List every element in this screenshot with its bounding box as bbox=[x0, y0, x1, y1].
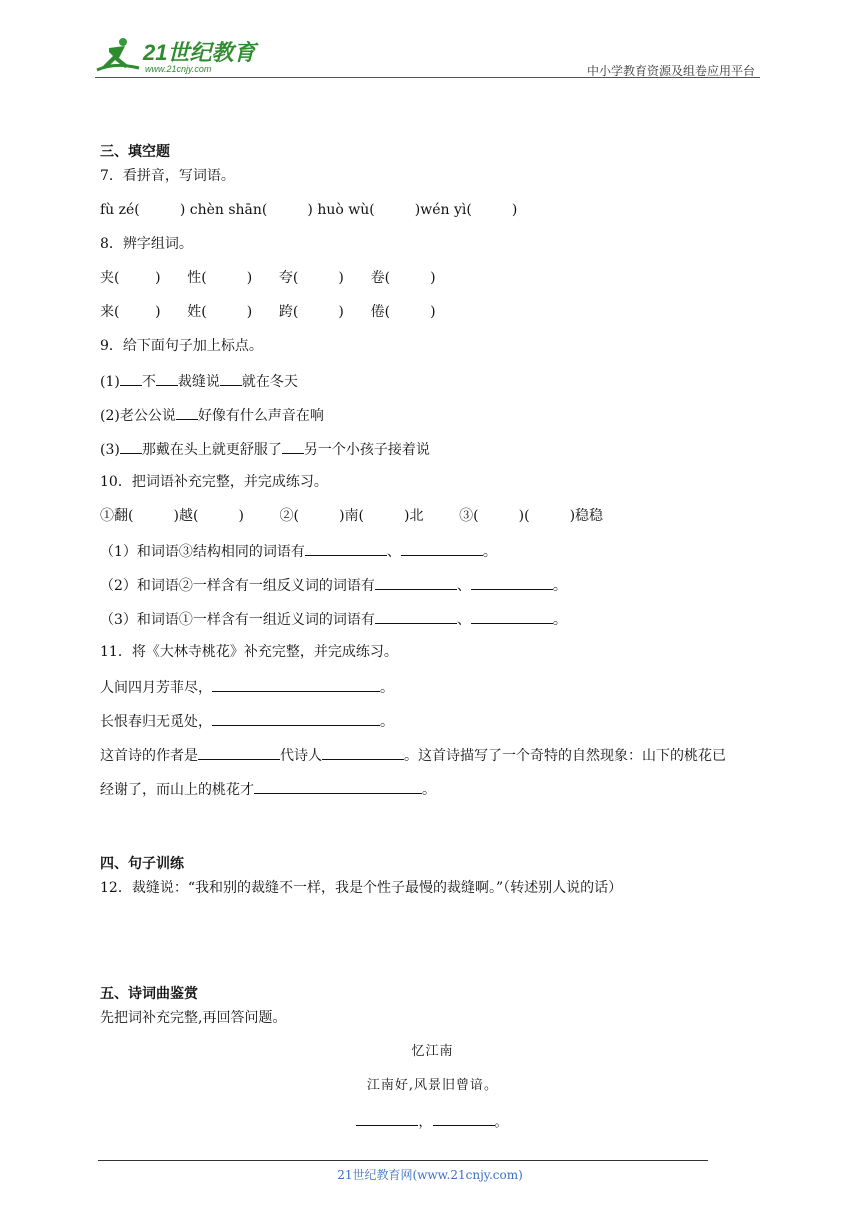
answer-blank[interactable] bbox=[220, 370, 242, 386]
answer-blank[interactable] bbox=[156, 370, 178, 386]
question-11-line-3: 这首诗的作者是 代诗人 。这首诗描写了一个奇特的自然现象：山下的桃花已 bbox=[100, 744, 765, 778]
question-9-item-3: (3) 那戴在头上就更舒服了 另一个小孩子接着说 bbox=[100, 438, 765, 472]
logo-21cnjy bbox=[95, 34, 265, 76]
footer-link[interactable]: 21世纪教育网(www.21cnjy.com) bbox=[337, 1168, 523, 1182]
page-header bbox=[95, 30, 760, 78]
answer-blank[interactable] bbox=[471, 574, 553, 590]
answer-blank[interactable] bbox=[254, 778, 422, 794]
logo-title: 21世纪教育 bbox=[143, 40, 256, 65]
exam-content bbox=[100, 142, 765, 1144]
answer-blank[interactable] bbox=[375, 574, 457, 590]
answer-blank[interactable] bbox=[433, 1110, 495, 1126]
question-7: 7．看拼音，写词语。 bbox=[100, 168, 235, 184]
answer-blank[interactable] bbox=[120, 370, 142, 386]
question-8: 8．辨字组词。 bbox=[100, 236, 193, 252]
runner-icon bbox=[97, 38, 139, 70]
poem-title: 忆江南 bbox=[411, 1044, 454, 1059]
question-10: 10．把词语补充完整，并完成练习。 bbox=[100, 474, 328, 490]
answer-blank[interactable] bbox=[176, 404, 198, 420]
question-8-row-2: 来( ) 姓( ) 跨( ) 倦( ) bbox=[100, 304, 436, 320]
answer-blank[interactable] bbox=[212, 676, 380, 692]
footer-divider bbox=[98, 1160, 708, 1161]
answer-blank[interactable] bbox=[401, 540, 483, 556]
question-9-item-1: (1) 不 裁缝说 就在冬天 bbox=[100, 370, 765, 404]
question-11-line-2: 长恨春归无觅处， 。 bbox=[100, 710, 765, 744]
section-5-intro: 先把词补充完整,再回答问题。 bbox=[100, 1010, 287, 1026]
question-12: 12．裁缝说：“我和别的裁缝不一样，我是个性子最慢的裁缝啊。”（转述别人说的话） bbox=[100, 880, 623, 896]
answer-blank[interactable] bbox=[375, 608, 457, 624]
answer-blank[interactable] bbox=[282, 438, 304, 454]
question-10-sub-1: （1）和词语③结构相同的词语有 、 。 bbox=[100, 540, 765, 574]
section-4-title: 四、句子训练 bbox=[100, 856, 184, 872]
answer-blank[interactable] bbox=[356, 1110, 418, 1126]
poem-line-2: ， 。 bbox=[100, 1110, 765, 1144]
logo-url: www.21cnjy.com bbox=[145, 64, 212, 74]
question-9-item-2: (2)老公公说 好像有什么声音在响 bbox=[100, 404, 765, 438]
section-5-title: 五、诗词曲鉴赏 bbox=[100, 986, 198, 1002]
poem-line-1: 江南好,风景旧曾谙。 bbox=[366, 1078, 499, 1093]
answer-blank[interactable] bbox=[198, 744, 280, 760]
answer-blank[interactable] bbox=[120, 438, 142, 454]
answer-blank[interactable] bbox=[471, 608, 553, 624]
question-11: 11．将《大林寺桃花》补充完整，并完成练习。 bbox=[100, 644, 398, 660]
section-3-title: 三、填空题 bbox=[100, 144, 170, 160]
answer-blank[interactable] bbox=[305, 540, 387, 556]
question-7-pinyin: fù zé( ) chèn shān( ) huò wù( )wén yì( ) bbox=[100, 202, 518, 218]
question-11-line-1: 人间四月芳菲尽， 。 bbox=[100, 676, 765, 710]
header-platform-text: 中小学教育资源及组卷应用平台 bbox=[586, 64, 755, 78]
header-divider bbox=[95, 77, 760, 78]
question-10-words: ①翻( )越( ) ②( )南( )北 ③( )( )稳稳 bbox=[100, 508, 604, 524]
question-9: 9．给下面句子加上标点。 bbox=[100, 338, 263, 354]
question-11-line-4: 经谢了，而山上的桃花才 。 bbox=[100, 778, 765, 854]
question-10-sub-3: （3）和词语①一样含有一组近义词的词语有 、 。 bbox=[100, 608, 765, 642]
question-8-row-1: 夹( ) 性( ) 夸( ) 卷( ) bbox=[100, 270, 436, 286]
answer-blank[interactable] bbox=[322, 744, 404, 760]
question-10-sub-2: （2）和词语②一样含有一组反义词的词语有 、 。 bbox=[100, 574, 765, 608]
answer-blank[interactable] bbox=[212, 710, 380, 726]
